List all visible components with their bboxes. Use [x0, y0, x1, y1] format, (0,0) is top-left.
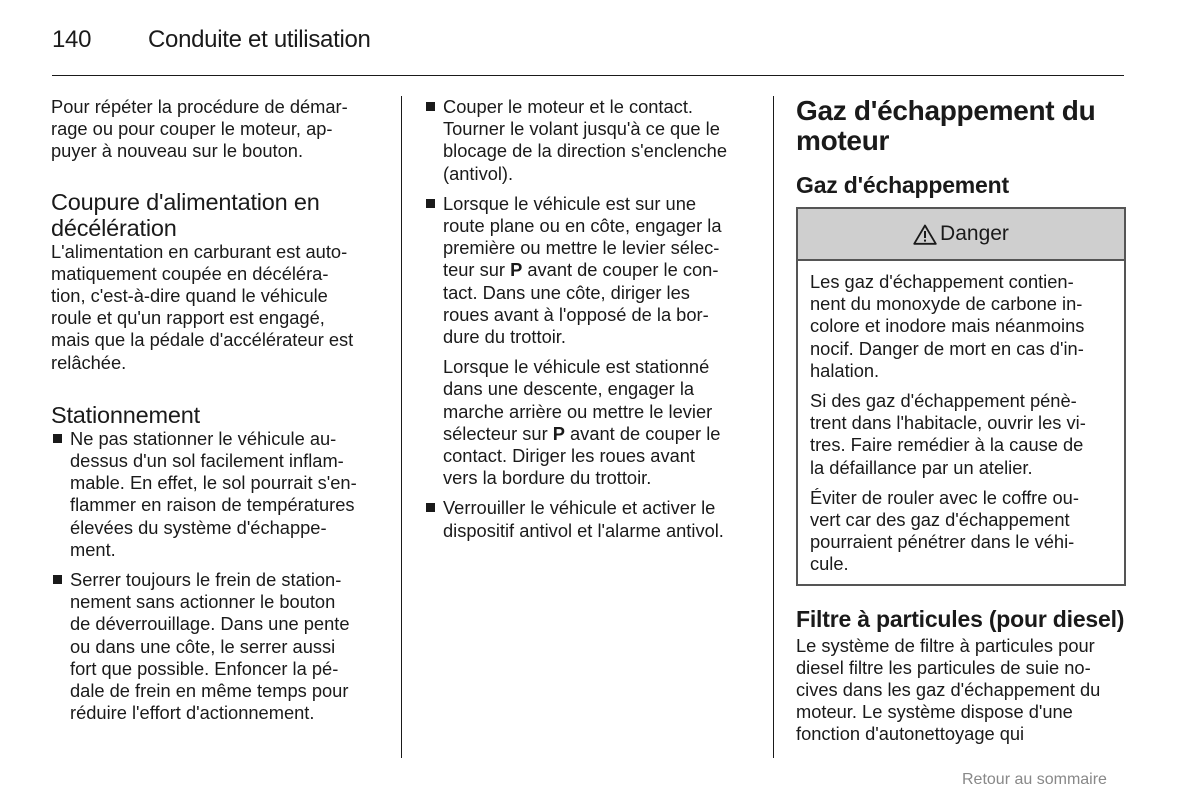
text-line: ment.: [70, 538, 116, 560]
text-line: diesel filtre les particules de suie no-: [796, 656, 1091, 678]
text-line: marche arrière ou mettre le levier: [443, 400, 713, 422]
text-line: moteur. Le système dispose d'une: [796, 701, 1073, 723]
text-line: nocif. Danger de mort en cas d'in-: [810, 337, 1084, 359]
text-line: élevées du système d'échappe-: [70, 516, 327, 538]
list-item: [51, 569, 386, 724]
page-number: 140: [52, 26, 92, 53]
text-line: Les gaz d'échappement contien-: [810, 271, 1074, 292]
text-line: relâchée.: [51, 351, 127, 373]
text-line: nent du monoxyde de carbone in-: [810, 293, 1083, 315]
text-line: Éviter de rouler avec le coffre ou-: [810, 486, 1079, 508]
text-line: tact. Dans une côte, diriger les: [443, 281, 690, 303]
text-line: Lorsque le véhicule est stationné: [443, 356, 710, 378]
text-line: Serrer toujours le frein de station-: [70, 569, 342, 591]
text-fragment: teur sur: [443, 259, 511, 281]
text-line: ou dans une côte, le serrer aussi: [70, 635, 336, 657]
text-line: vert car des gaz d'échappement: [810, 509, 1070, 531]
text-line: Ne pas stationner le véhicule au-: [70, 427, 337, 449]
danger-header: [798, 209, 1124, 261]
heading-line: décélération: [51, 214, 177, 241]
list-item: [424, 193, 754, 348]
danger-paragraph: [810, 390, 1112, 479]
text-line: de déverrouillage. Dans une pente: [70, 613, 350, 635]
heading-line: Gaz d'échappement du: [796, 95, 1096, 126]
danger-body: [798, 261, 1124, 584]
text-line: tres. Faire remédier à la cause de: [810, 434, 1084, 456]
text-line: dessus d'un sol facilement inflam-: [70, 450, 344, 472]
text-line: blocage de la direction s'enclenche: [443, 140, 727, 162]
text-line: matiquement coupée en décéléra-: [51, 262, 329, 284]
list-item: [424, 497, 754, 541]
column-divider-2: [773, 96, 774, 758]
text-line: mable. En effet, le sol pourrait s'en-: [70, 472, 357, 494]
particle-filter-paragraph: [796, 635, 1126, 746]
text-line: Si des gaz d'échappement pénè-: [810, 390, 1077, 412]
text-line: trent dans l'habitacle, ouvrir les vi-: [810, 412, 1086, 434]
text-line: Couper le moteur et le contact.: [443, 96, 693, 117]
list-item: [424, 96, 754, 185]
text-fragment: avant de couper le: [564, 422, 721, 444]
text-line: dispositif antivol et l'alarme antivol.: [443, 519, 724, 541]
warning-triangle-icon: [913, 224, 937, 245]
text-line: dure du trottoir.: [443, 326, 566, 348]
text-line: Pour répéter la procédure de démar-: [51, 96, 348, 117]
parking-list: [51, 428, 386, 725]
text-line: halation.: [810, 359, 880, 381]
text-fragment: sélecteur sur: [443, 422, 553, 444]
text-line: colore et inodore mais néanmoins: [810, 315, 1085, 337]
text-line: puyer à nouveau sur le bouton.: [51, 140, 304, 162]
subsection-title-exhaust-gas: Gaz d'échappement: [796, 172, 1009, 198]
text-line: cule.: [810, 553, 849, 575]
section-heading-parking: Stationnement: [51, 401, 200, 428]
text-line: dale de frein en même temps pour: [70, 680, 349, 702]
text-line: tion, c'est-à-dire quand le véhicule: [51, 285, 328, 307]
text-line: vers la bordure du trottoir.: [443, 467, 652, 489]
text-fragment: avant de couper le con-: [522, 259, 719, 281]
heading-line: moteur: [796, 125, 890, 156]
text-line: fonction d'autonettoyage qui: [796, 723, 1025, 745]
text-line: dans une descente, engager la: [443, 378, 695, 400]
parking-steps-list: [424, 96, 754, 348]
text-line: Verrouiller le véhicule et activer le: [443, 497, 716, 519]
section-heading-fuel-cutoff: [51, 189, 386, 241]
column-2: [424, 96, 754, 542]
bullet-icon: [426, 102, 435, 111]
chapter-title: Conduite et utilisation: [148, 26, 371, 53]
danger-paragraph: [810, 271, 1112, 382]
column-3: [796, 96, 1126, 746]
danger-box: [796, 207, 1126, 586]
text-line: réduire l'effort d'actionnement.: [70, 702, 315, 724]
subsection-title-particle-filter: Filtre à particules (pour diesel): [796, 605, 1125, 632]
page-header: [52, 26, 371, 54]
column-1: [51, 96, 386, 724]
text-line: fort que possible. Enfoncer la pé-: [70, 657, 339, 679]
danger-paragraph: [810, 487, 1112, 576]
text-line: cives dans les gaz d'échappement du: [796, 679, 1101, 701]
intro-paragraph: [51, 96, 386, 163]
text-line: Tourner le volant jusqu'à ce que le: [443, 118, 720, 140]
column-divider-1: [401, 96, 402, 758]
heading-line: Coupure d'alimentation en: [51, 188, 320, 215]
text-line: roule et qu'un rapport est engagé,: [51, 307, 325, 329]
list-item: [51, 428, 386, 561]
text-line: pourraient pénétrer dans le véhi-: [810, 531, 1075, 553]
back-to-contents-link[interactable]: Retour au sommaire: [962, 771, 1107, 788]
gear-p-symbol: P: [552, 422, 565, 444]
text-line: flammer en raison de températures: [70, 494, 355, 516]
text-line: L'alimentation en carburant est auto-: [51, 240, 348, 262]
downhill-paragraph: [424, 356, 754, 489]
fuel-cutoff-paragraph: [51, 241, 386, 374]
text-line: Lorsque le véhicule est sur une: [443, 192, 697, 214]
danger-label: Danger: [940, 221, 1009, 245]
lock-list: [424, 497, 754, 541]
text-line: (antivol).: [443, 162, 514, 184]
text-line: contact. Diriger les roues avant: [443, 445, 695, 467]
bullet-icon: [53, 575, 62, 584]
text-line: rage ou pour couper le moteur, ap-: [51, 118, 333, 140]
text-line: route plane ou en côte, engager la: [443, 215, 722, 237]
header-rule: [52, 75, 1124, 76]
section-title-exhaust: [796, 96, 1126, 156]
text-line: nement sans actionner le bouton: [70, 591, 336, 613]
text-line: la défaillance par un atelier.: [810, 456, 1033, 478]
bullet-icon: [426, 503, 435, 512]
bullet-icon: [426, 199, 435, 208]
text-line: première ou mettre le levier sélec-: [443, 237, 720, 259]
text-line: roues avant à l'opposé de la bor-: [443, 303, 709, 325]
gear-p-symbol: P: [510, 259, 523, 281]
text-line: mais que la pédale d'accélérateur est: [51, 329, 354, 351]
bullet-icon: [53, 434, 62, 443]
text-line: Le système de filtre à particules pour: [796, 634, 1095, 656]
